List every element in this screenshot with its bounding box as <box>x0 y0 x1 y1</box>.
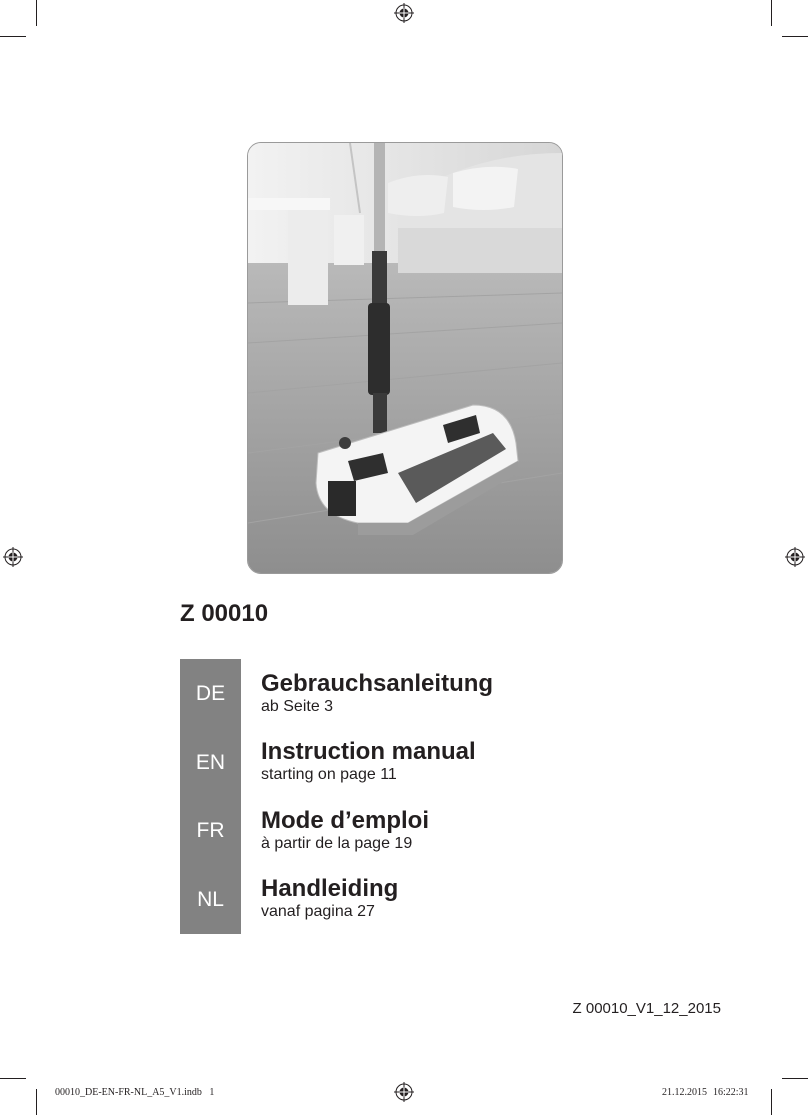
model-number: Z 00010 <box>180 600 269 627</box>
registration-mark-icon <box>394 1082 414 1102</box>
language-title-nl: Handleiding <box>261 875 399 902</box>
language-title-fr: Mode d’emploi <box>261 807 429 834</box>
language-code-de: DE <box>195 682 226 705</box>
registration-mark-icon <box>785 547 805 567</box>
language-title-en: Instruction manual <box>261 738 476 765</box>
product-photo <box>247 142 563 574</box>
language-code-nl: NL <box>197 888 224 911</box>
file-slug: 00010_DE-EN-FR-NL_A5_V1.indb 1 <box>55 1087 215 1098</box>
print-time: 16:22:31 <box>713 1087 749 1098</box>
registration-mark-icon <box>3 547 23 567</box>
language-code-fr: FR <box>196 819 225 842</box>
crop-mark <box>771 1089 772 1115</box>
language-code-en: EN <box>195 751 226 774</box>
language-subtitle-nl: vanaf pagina 27 <box>261 903 375 920</box>
crop-mark <box>36 1089 37 1115</box>
document-version: Z 00010_V1_12_2015 <box>572 1000 721 1017</box>
crop-mark <box>782 36 808 37</box>
language-subtitle-en: starting on page 11 <box>261 766 397 783</box>
crop-mark <box>771 0 772 26</box>
language-subtitle-de: ab Seite 3 <box>261 698 334 715</box>
language-subtitle-fr: à partir de la page 19 <box>261 835 413 852</box>
language-title-de: Gebrauchsanleitung <box>261 670 494 697</box>
product-photo-illustration <box>248 143 562 573</box>
crop-mark <box>0 36 26 37</box>
crop-mark <box>782 1078 808 1079</box>
print-date: 21.12.2015 <box>662 1087 707 1098</box>
crop-mark <box>36 0 37 26</box>
crop-mark <box>0 1078 26 1079</box>
registration-mark-icon <box>394 3 414 23</box>
